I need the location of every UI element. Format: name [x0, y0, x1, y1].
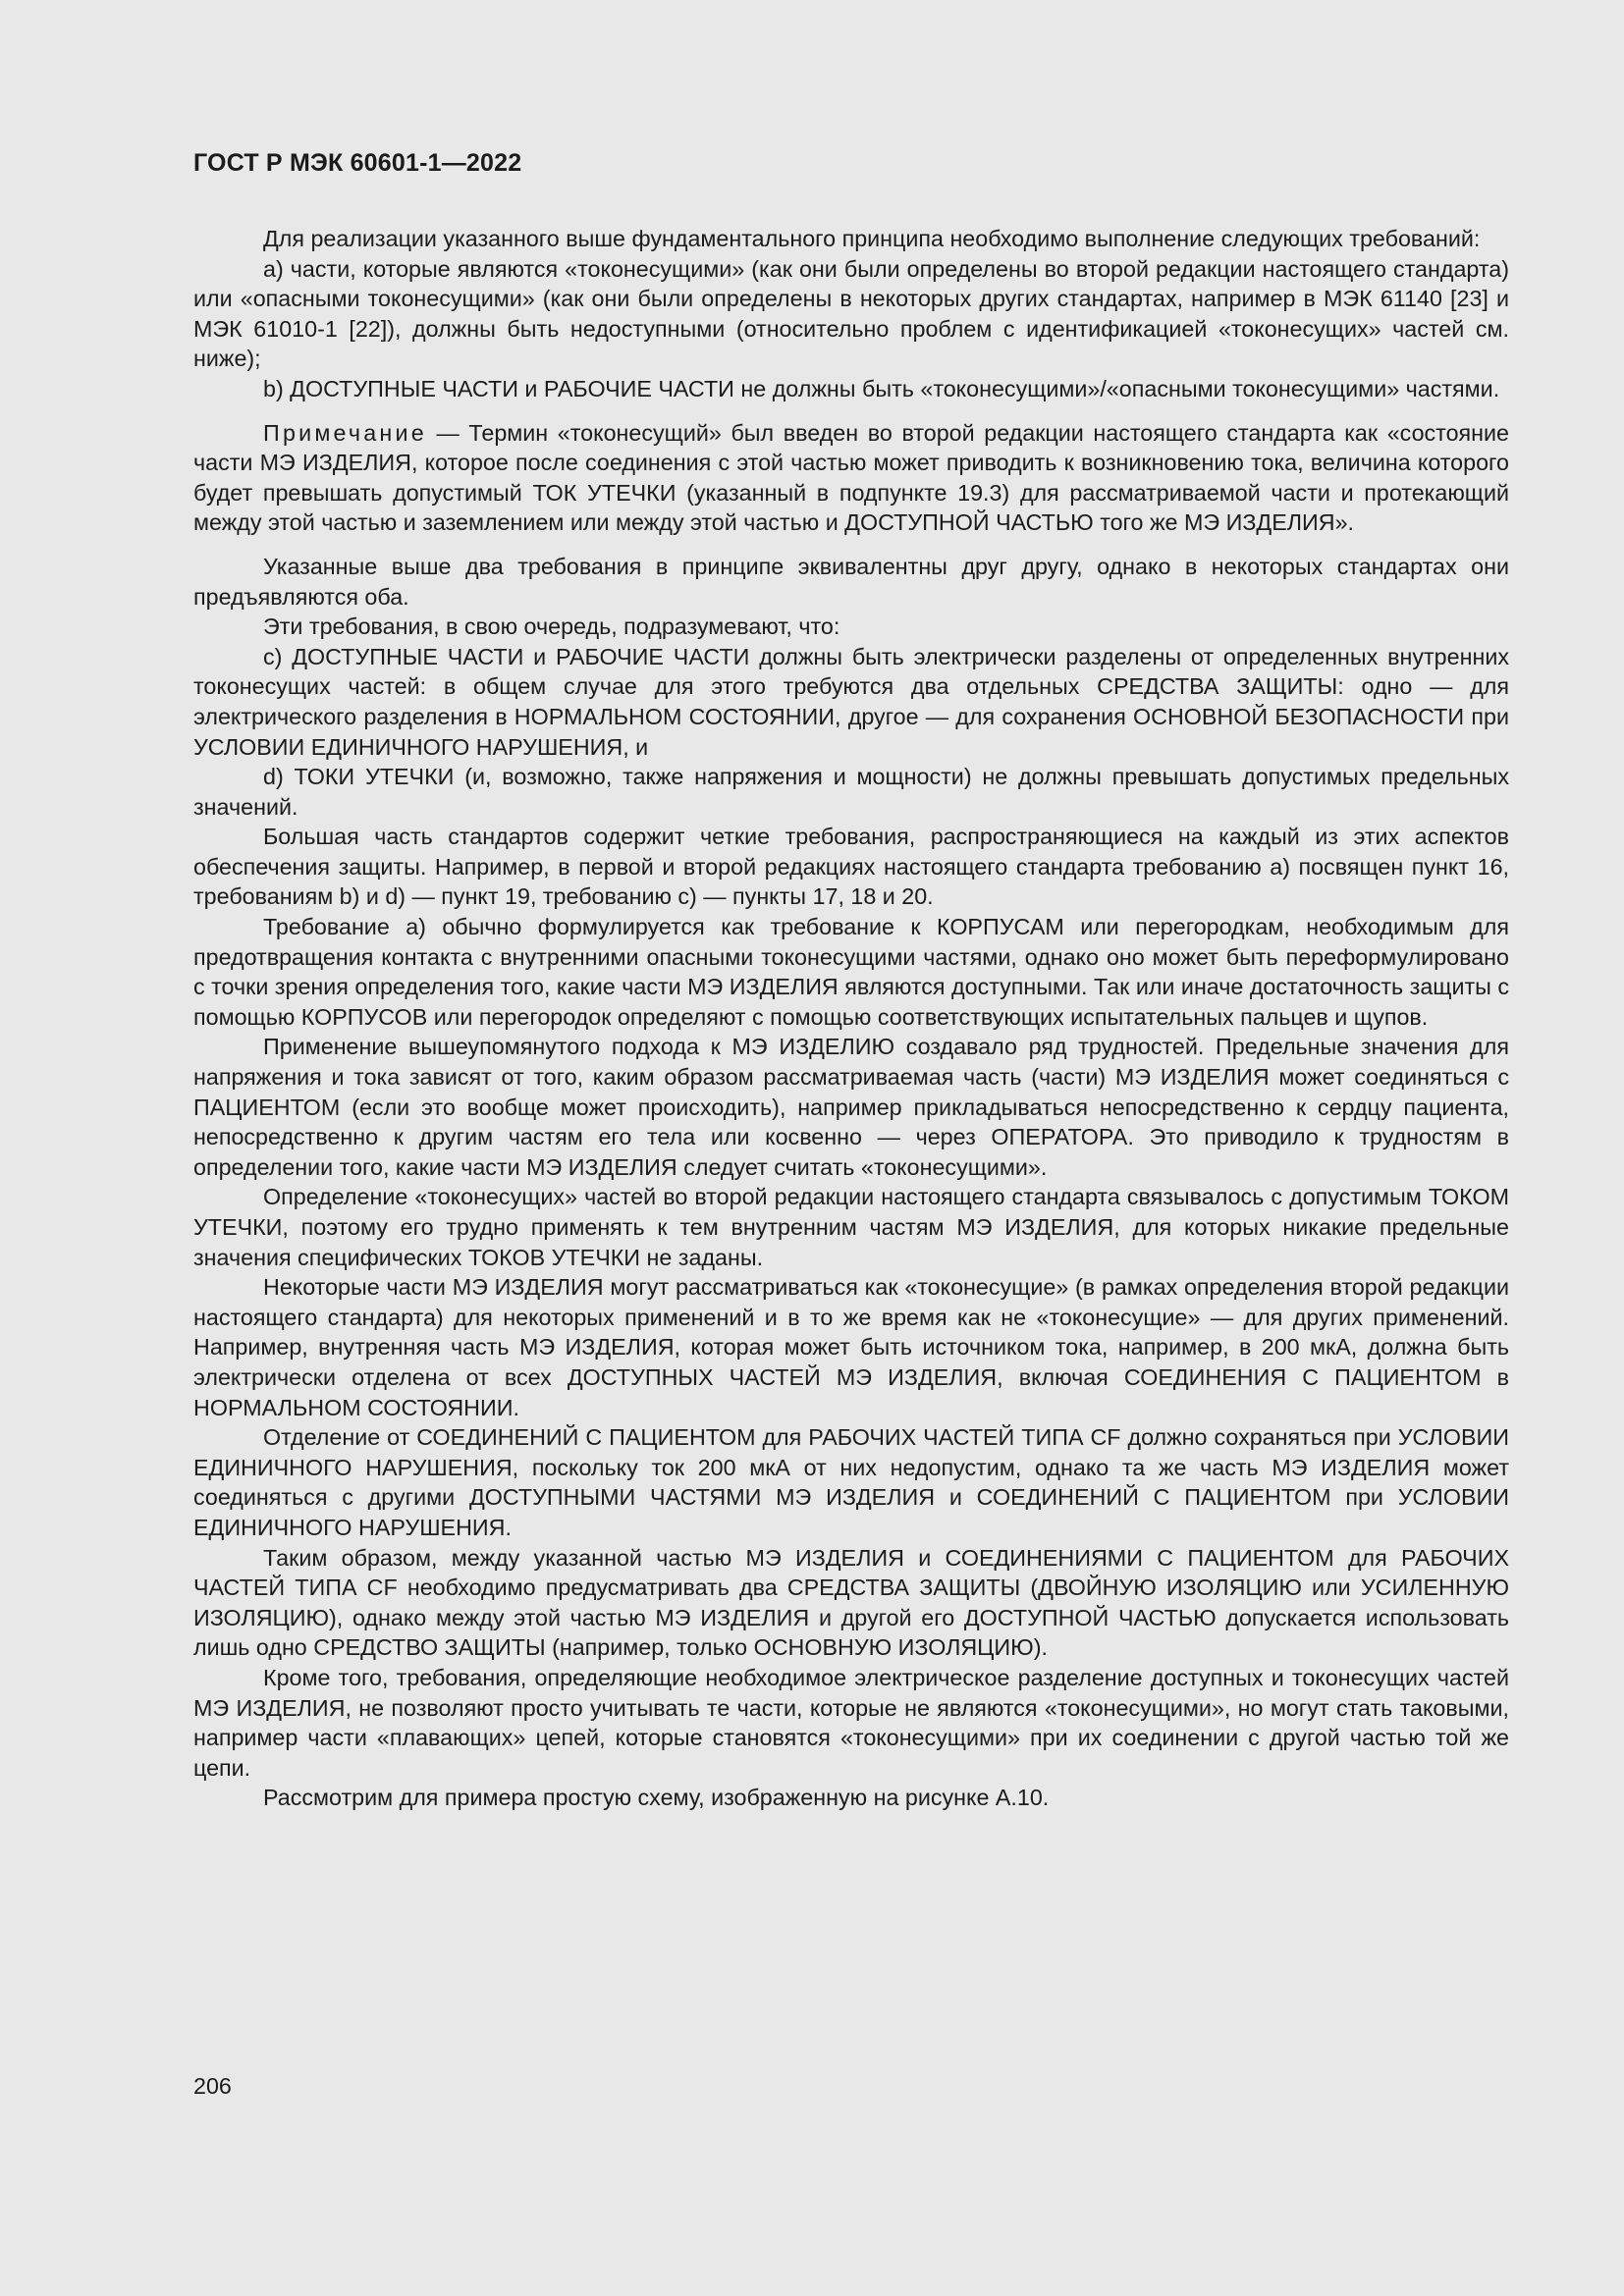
paragraph: Требование a) обычно формулируется как требование к КОРПУСАМ или перегородкам, необходимым для предотвращения контакта с внутренними опасными токонесущими частями, однако оно может быть переформулировано с точки зрения определения того, какие части МЭ ИЗДЕЛИЯ являются доступными. Так или иначе достаточность защиты с помощью КОРПУСОВ или перегородок определяют с помощью соответствующих испытательных пальцев и щупов.: [193, 914, 1509, 1030]
note: [193, 418, 1509, 538]
document-header: ГОСТ Р МЭК 60601-1—2022: [193, 149, 522, 177]
paragraph: Отделение от СОЕДИНЕНИЙ С ПАЦИЕНТОМ для РАБОЧИХ ЧАСТЕЙ ТИПА CF должно сохраняться при УСЛОВИИ ЕДИНИЧНОГО НАРУШЕНИЯ, поскольку ток 200 мкА от них недопустим, однако та же часть МЭ ИЗДЕЛИЯ может соединяться с другими ДОСТУПНЫМИ ЧАСТЯМИ МЭ ИЗДЕЛИЯ и СОЕДИНЕНИЙ С ПАЦИЕНТОМ при УСЛОВИИ ЕДИНИЧНОГО НАРУШЕНИЯ.: [193, 1424, 1509, 1540]
list-item-b: b) ДОСТУПНЫЕ ЧАСТИ и РАБОЧИЕ ЧАСТИ не должны быть «токонесущими»/«опасными токонесущими» частями.: [263, 375, 1500, 401]
list-item-c: c) ДОСТУПНЫЕ ЧАСТИ и РАБОЧИЕ ЧАСТИ должны быть электрически разделены от определенных внутренних токонесущих частей: в общем случае для этого требуются два отдельных СРЕДСТВА ЗАЩИТЫ: одно — для электрического разделения в НОРМАЛЬНОМ СОСТОЯНИИ, другое — для сохранения ОСНОВНОЙ БЕЗОПАСНОСТИ при УСЛОВИИ ЕДИНИЧНОГО НАРУШЕНИЯ, и: [193, 643, 1509, 760]
paragraph: Большая часть стандартов содержит четкие требования, распространяющиеся на каждый из этих аспектов обеспечения защиты. Например, в первой и второй редакциях настоящего стандарта требованию a) посвящен пункт 16, требованиям b) и d) — пункт 19, требованию c) — пункты 17, 18 и 20.: [193, 824, 1509, 910]
paragraph: Кроме того, требования, определяющие необходимое электрическое разделение доступных и токонесущих частей МЭ ИЗДЕЛИЯ, не позволяют просто учитывать те части, которые не являются «токонесущими», но могут стать таковыми, например части «плавающих» цепей, которые становятся «токонесущими» при их соединении с другой частью той же цепи.: [193, 1664, 1509, 1781]
paragraph: Определение «токонесущих» частей во второй редакции настоящего стандарта связывалось с допустимым ТОКОМ УТЕЧКИ, поэтому его трудно применять к тем внутренним частям МЭ ИЗДЕЛИЯ, для которых никакие предельные значения специфических ТОКОВ УТЕЧКИ не заданы.: [193, 1184, 1509, 1270]
note-text: — Термин «токонесущий» был введен во второй редакции настоящего стандарта как «состояние части МЭ ИЗДЕЛИЯ, которое после соединения с этой частью может приводить к возникновению тока, величина которого будет превышать допустимый ТОК УТЕЧКИ (указанный в подпункте 19.3) для рассматриваемой части и протекающий между этой частью и заземлением или между этой частью и ДОСТУПНОЙ ЧАСТЬЮ того же МЭ ИЗДЕЛИЯ».: [193, 419, 1509, 536]
list-item-d: d) ТОКИ УТЕЧКИ (и, возможно, также напряжения и мощности) не должны превышать допустимых предельных значений.: [193, 764, 1509, 820]
paragraph: Рассмотрим для примера простую схему, изображенную на рисунке A.10.: [263, 1785, 1050, 1811]
paragraph: Эти требования, в свою очередь, подразумевают, что:: [263, 614, 840, 640]
document-body: [193, 224, 1509, 1813]
paragraph: Таким образом, между указанной частью МЭ ИЗДЕЛИЯ и СОЕДИНЕНИЯМИ С ПАЦИЕНТОМ для РАБОЧИХ ЧАСТЕЙ ТИПА CF необходимо предусматривать два СРЕДСТВА ЗАЩИТЫ (ДВОЙНУЮ ИЗОЛЯЦИЮ или УСИЛЕННУЮ ИЗОЛЯЦИЮ), однако между этой частью МЭ ИЗДЕЛИЯ и другой его ДОСТУПНОЙ ЧАСТЬЮ допускается использовать лишь одно СРЕДСТВО ЗАЩИТЫ (например, только ОСНОВНУЮ ИЗОЛЯЦИЮ).: [193, 1544, 1509, 1661]
list-item-a: a) части, которые являются «токонесущими» (как они были определены во второй редакции настоящего стандарта) или «опасными токонесущими» (как они были определены в некоторых других стандартах, например в МЭК 61140 [23] и МЭК 61010-1 [22]), должны быть недоступными (относительно проблем с идентификацией «токонесущих» частей см. ниже);: [193, 255, 1509, 372]
paragraph: Применение вышеупомянутого подхода к МЭ ИЗДЕЛИЮ создавало ряд трудностей. Предельные значения для напряжения и тока зависят от того, каким образом рассматриваемая часть (части) МЭ ИЗДЕЛИЯ может соединяться с ПАЦИЕНТОМ (если это вообще может происходить), например прикладываться непосредственно к сердцу пациента, непосредственно к другим частям его тела или косвенно — через ОПЕРАТОРА. Это приводило к трудностям в определении того, какие части МЭ ИЗДЕЛИЯ следует считать «токонесущими».: [193, 1034, 1509, 1180]
paragraph: Некоторые части МЭ ИЗДЕЛИЯ могут рассматриваться как «токонесущие» (в рамках определения второй редакции настоящего стандарта) для некоторых применений и в то же время как не «токонесущие» — для других применений. Например, внутренняя часть МЭ ИЗДЕЛИЯ, которая может быть источником тока, например, в 200 мкА, должна быть электрически отделена от всех ДОСТУПНЫХ ЧАСТЕЙ МЭ ИЗДЕЛИЯ, включая СОЕДИНЕНИЯ С ПАЦИЕНТОМ в НОРМАЛЬНОМ СОСТОЯНИИ.: [193, 1274, 1509, 1420]
paragraph: Указанные выше два требования в принципе эквивалентны друг другу, однако в некоторых стандартах они предъявляются оба.: [193, 553, 1509, 610]
page-number: 206: [193, 2073, 232, 2099]
note-label: Примечание: [263, 419, 427, 446]
paragraph: Для реализации указанного выше фундаментального принципа необходимо выполнение следующих требований:: [263, 226, 1481, 251]
